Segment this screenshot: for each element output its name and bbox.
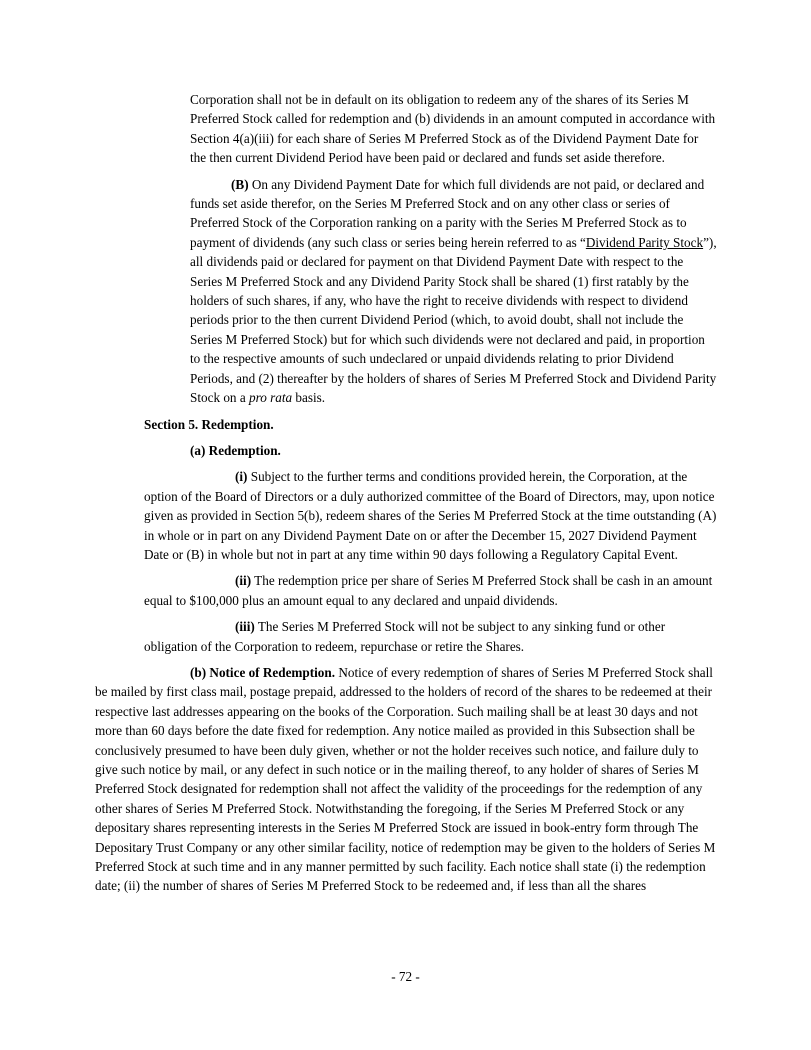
paragraph-text: The redemption price per share of Series M Preferred Stock shall be cash in an amount equal to $100,000 plus an amount equal to any declared and unpaid dividends. bbox=[144, 573, 713, 608]
page-content bbox=[95, 90, 717, 903]
paragraph-text: Subject to the further terms and conditions provided herein, the Corporation, at the option of the Board of Directors or a duly authorized committee of the Board of Directors, may, upon notice given as provided in Section 5(b), redeem shares of the Series M Preferred Stock at the time outstanding (A) in whole or in part on any Dividend Payment Date on or after the December 15, 2027 Dividend Payment Date or (B) in whole but not in part at any time within 90 days following a Regulatory Capital Event. bbox=[144, 469, 717, 562]
paragraph-text: Notice of every redemption of shares of Series M Preferred Stock shall be mailed by first class mail, postage prepaid, addressed to the holders of record of the shares to be redeemed at their respective last addresses appearing on the books of the Corporation. Such mailing shall be at least 30 days and not more than 60 days before the date fixed for redemption. Any notice mailed as provided in this Subsection shall be conclusively presumed to have been duly given, whether or not the holder receives such notice, and failure duly to give such notice by mail, or any defect in such notice or in the mailing thereof, to any holder of shares of Series M Preferred Stock designated for redemption shall not affect the validity of the proceedings for the redemption of any other shares of Series M Preferred Stock. Notwithstanding the foregoing, if the Series M Preferred Stock or any depositary shares representing interests in the Series M Preferred Stock are issued in book-entry form through The Depositary Trust Company or any other similar facility, notice of redemption may be given to the holders of Series M Preferred Stock at such time and in any manner permitted by such facility. Each notice shall state (i) the redemption date; (ii) the number of shares of Series M Preferred Stock to be redeemed and, if less than all the shares bbox=[95, 664, 716, 894]
clause-i-marker: (i) bbox=[235, 469, 248, 485]
paragraph-text: On any Dividend Payment Date for which full dividends are not paid, or declared and funds set aside therefor, on the Series M Preferred Stock and on any other class or series of Preferred Stock of the Corporation ranking on a parity with the Series M Preferred Stock as to payment of dividends (any such class or series being herein referred to as “ bbox=[190, 176, 705, 250]
subsection-b-heading: (b) Notice of Redemption. bbox=[190, 664, 336, 680]
paragraph-b-notice-of-redemption bbox=[95, 663, 717, 896]
paragraph-continuation bbox=[190, 90, 717, 168]
paragraph-text: The Series M Preferred Stock will not be subject to any sinking fund or other obligation of the Corporation to redeem, repurchase or retire the Shares. bbox=[144, 619, 666, 654]
clause-iii-marker: (iii) bbox=[235, 619, 255, 635]
paragraph-text: ”), all dividends paid or declared for payment on that Dividend Payment Date with respect to the Series M Preferred Stock and any Dividend Parity Stock shall be shared (1) first ratably by the holders of such shares, if any, who have the right to receive dividends with respect to dividend periods prior to the then current Dividend Period (which, to avoid doubt, shall not include the Series M Preferred Stock) but for which such dividends were not declared and paid, in proportion to the respective amounts of such undeclared or unpaid dividends relating to prior Dividend Periods, and (2) thereafter by the holders of shares of Series M Preferred Stock and Dividend Parity Stock on a bbox=[190, 234, 717, 406]
subsection-a-heading: (a) Redemption. bbox=[190, 442, 281, 458]
latin-phrase-pro-rata: pro rata bbox=[248, 390, 293, 406]
paragraph-clause-B bbox=[190, 175, 717, 408]
paragraph-text: Corporation shall not be in default on its obligation to redeem any of the shares of its Series M Preferred Stock called for redemption and (b) dividends in an amount computed in accordance with Section 4(a)(iii) for each share of Series M Preferred Stock as of the Dividend Payment Date for the then current Dividend Period have been paid or declared and funds set aside therefore. bbox=[190, 92, 716, 166]
paragraph-text: basis. bbox=[292, 390, 326, 406]
paragraph-a-i bbox=[144, 467, 717, 564]
clause-B-marker: (B) bbox=[231, 176, 249, 192]
paragraph-a-iii bbox=[144, 617, 717, 656]
section-5-heading: Section 5. Redemption. bbox=[144, 416, 274, 432]
paragraph-a-ii bbox=[144, 571, 717, 610]
defined-term-dividend-parity-stock: Dividend Parity Stock bbox=[585, 234, 704, 250]
page-number: - 72 - bbox=[391, 969, 420, 984]
clause-ii-marker: (ii) bbox=[235, 573, 252, 589]
